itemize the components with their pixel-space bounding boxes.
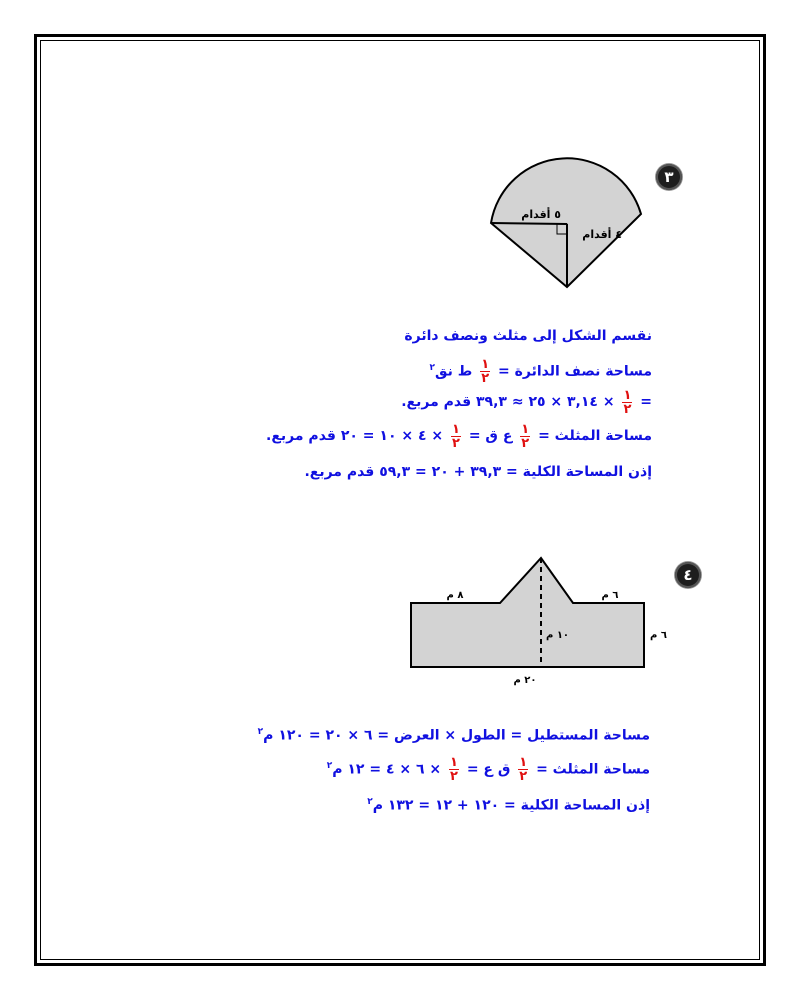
fraction-half: $\frac{١}{٢}$ bbox=[481, 357, 490, 387]
semicircle-triangle-figure bbox=[485, 150, 655, 295]
right-top-label: ٦ م bbox=[601, 590, 619, 601]
problem4-solution bbox=[170, 718, 650, 818]
height-label: ٤ أقدام bbox=[582, 228, 622, 241]
bottom-label: ٢٠ م bbox=[513, 675, 537, 686]
problem-number: ٣ bbox=[664, 168, 674, 186]
problem3-solution bbox=[212, 322, 652, 512]
fraction-half: $\frac{١}{٢}$ bbox=[521, 421, 530, 451]
solution-line: مساحة المثلث = $\frac{١}{٢}$ ع ق = $\frac{١}{٢}$ × ٤ × ١٠ = ٢٠ قدم مربع. bbox=[266, 421, 652, 451]
radius-line bbox=[491, 223, 567, 224]
radius-label: ٥ أقدام bbox=[521, 208, 561, 221]
fraction-half: $\frac{١}{٢}$ bbox=[450, 755, 458, 785]
problem-number-badge bbox=[656, 164, 682, 190]
left-top-label: ٨ م bbox=[446, 590, 464, 601]
right-side-label: ٦ م bbox=[650, 630, 667, 641]
problem-number: ٤ bbox=[683, 566, 693, 584]
solution-line: مساحة المثلث = $\frac{١}{٢}$ ق ع = $\frac{١}{٢}$ × ٦ × ٤ = ١٢ م$^٢$ bbox=[326, 755, 650, 785]
rectangle-triangle-figure bbox=[395, 550, 685, 690]
solution-line: = $\frac{١}{٢}$ × ٣,١٤ × ٢٥ ≈ ٣٩,٣ قدم مربع. bbox=[401, 387, 652, 417]
fraction-half: $\frac{١}{٢}$ bbox=[623, 387, 632, 417]
solution-line: إذن المساحة الكلية = ١٢٠ + ١٢ = ١٣٢ م$^٢$ bbox=[367, 797, 650, 814]
fraction-half: $\frac{١}{٢}$ bbox=[519, 755, 528, 785]
solution-line: مساحة نصف الدائرة = $\frac{١}{٢}$ ط نق$^٢$ bbox=[429, 357, 652, 387]
fraction-half: $\frac{١}{٢}$ bbox=[452, 421, 460, 451]
solution-line: إذن المساحة الكلية = ٣٩,٣ + ٢٠ = ٥٩,٣ قدم مربع. bbox=[304, 464, 652, 480]
solution-line: مساحة المستطيل = الطول × العرض = ٦ × ٢٠ = ١٢٠ م$^٢$ bbox=[257, 727, 650, 744]
height-label: ١٠ م bbox=[546, 630, 570, 641]
composite-shape bbox=[411, 558, 644, 667]
solution-line: نقسم الشكل إلى مثلث ونصف دائرة bbox=[404, 328, 652, 344]
